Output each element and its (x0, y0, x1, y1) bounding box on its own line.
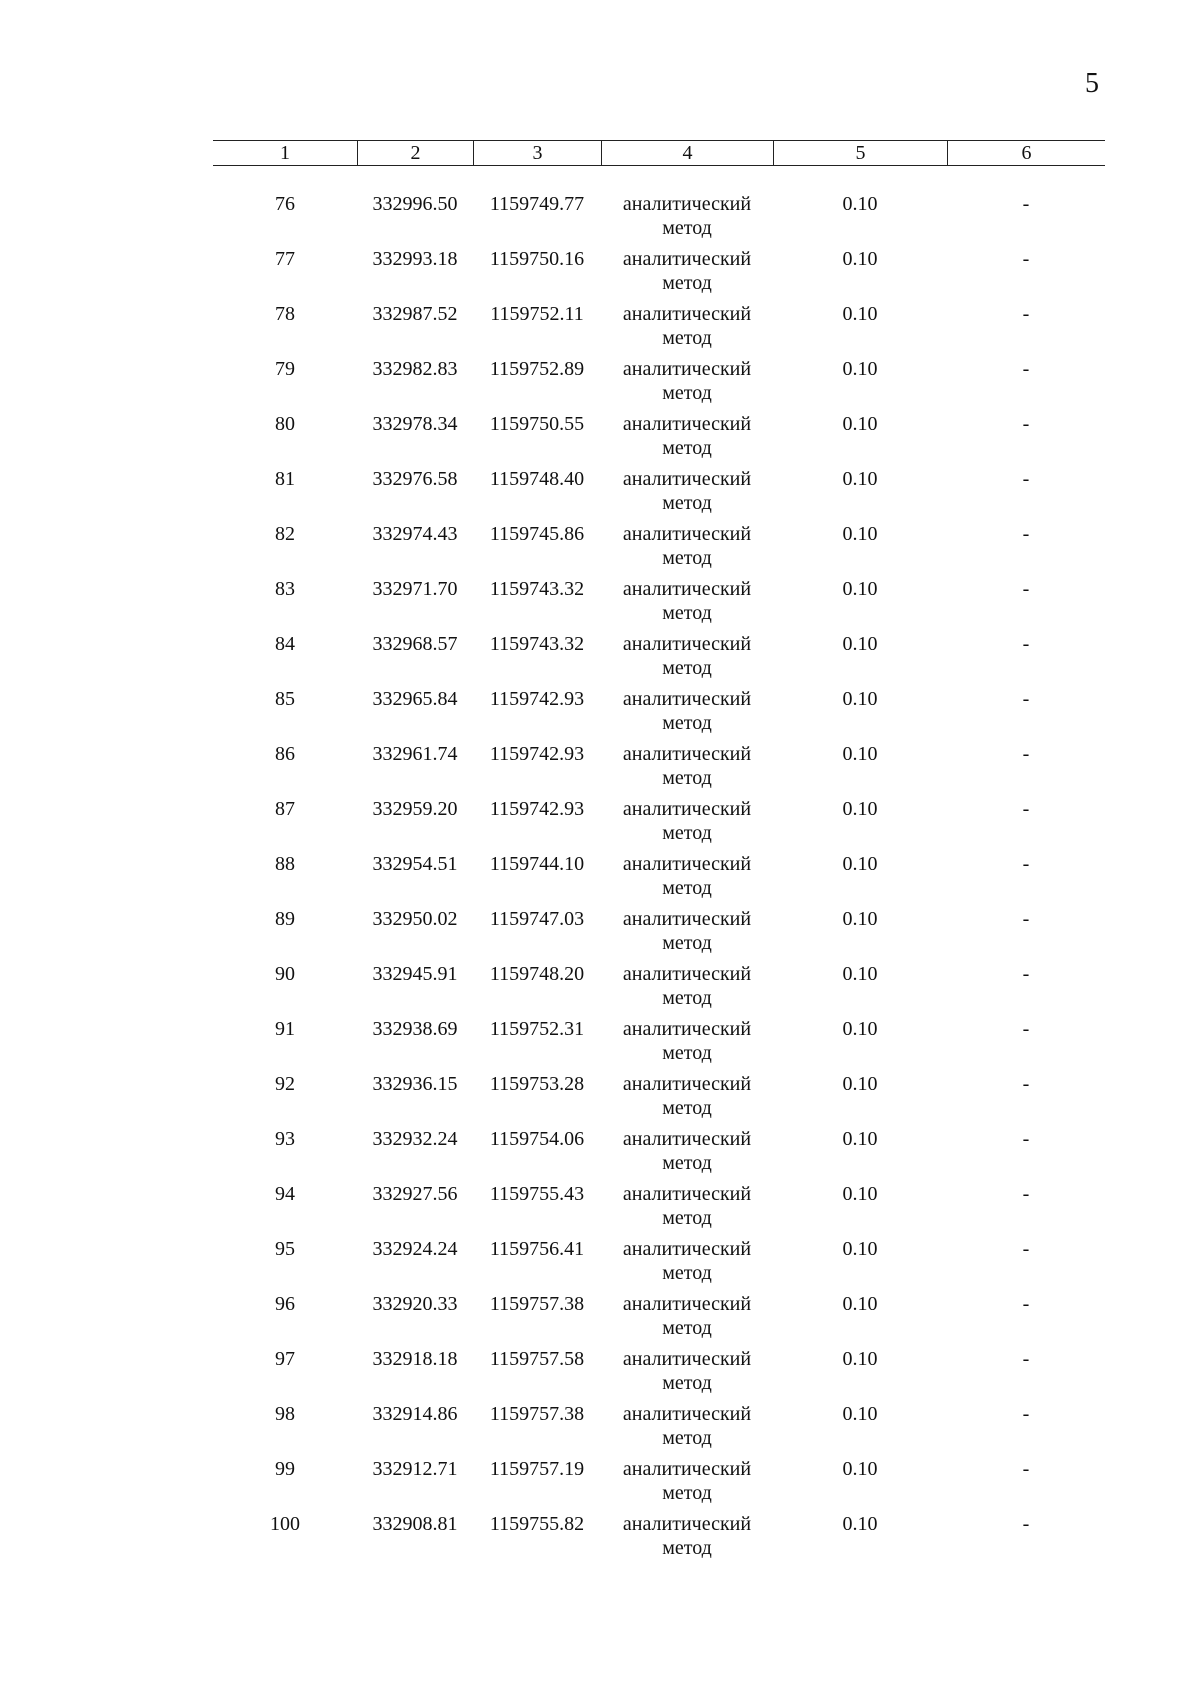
note-value: - (1022, 963, 1030, 985)
method-line-1: аналитический (622, 303, 752, 325)
accuracy-value: 0.10 (842, 743, 878, 765)
y-coordinate: 1159750.16 (489, 248, 585, 270)
x-coordinate: 332976.58 (372, 468, 458, 490)
x-coordinate: 332936.15 (372, 1073, 458, 1095)
method-line-1: аналитический (622, 1183, 752, 1205)
table-header (213, 140, 1105, 166)
method-line-1: аналитический (622, 798, 752, 820)
x-coordinate: 332968.57 (372, 633, 458, 655)
y-coordinate: 1159747.03 (489, 908, 585, 930)
note-value: - (1022, 468, 1030, 490)
note-value: - (1022, 1458, 1030, 1480)
table-row (213, 687, 1105, 742)
table-row (213, 1237, 1105, 1292)
method-cell (601, 632, 773, 687)
method-line-2: метод (662, 1097, 712, 1119)
method-cell (601, 907, 773, 962)
x-coordinate: 332918.18 (372, 1348, 458, 1370)
note-value: - (1022, 1513, 1030, 1535)
note-value: - (1022, 578, 1030, 600)
table-row (213, 1072, 1105, 1127)
method-cell (601, 962, 773, 1017)
method-line-2: метод (662, 877, 712, 899)
note-value: - (1022, 853, 1030, 875)
y-coordinate: 1159755.43 (489, 1183, 585, 1205)
column-header: 6 (947, 141, 1105, 165)
method-line-1: аналитический (622, 743, 752, 765)
accuracy-value: 0.10 (842, 193, 878, 215)
table-row (213, 1402, 1105, 1457)
y-coordinate: 1159742.93 (489, 798, 585, 820)
y-coordinate: 1159750.55 (489, 413, 585, 435)
method-line-2: метод (662, 1317, 712, 1339)
method-line-1: аналитический (622, 1238, 752, 1260)
table-row (213, 907, 1105, 962)
table-row (213, 742, 1105, 797)
x-coordinate: 332927.56 (372, 1183, 458, 1205)
accuracy-value: 0.10 (842, 798, 878, 820)
table-row (213, 797, 1105, 852)
table-row (213, 412, 1105, 467)
method-line-1: аналитический (622, 1403, 752, 1425)
x-coordinate: 332945.91 (372, 963, 458, 985)
accuracy-value: 0.10 (842, 1073, 878, 1095)
y-coordinate: 1159754.06 (489, 1128, 585, 1150)
x-coordinate: 332932.24 (372, 1128, 458, 1150)
point-number: 96 (275, 1293, 295, 1315)
method-line-2: метод (662, 1207, 712, 1229)
note-value: - (1022, 908, 1030, 930)
method-cell (601, 1072, 773, 1127)
method-cell (601, 522, 773, 577)
table-row (213, 852, 1105, 907)
method-line-1: аналитический (622, 468, 752, 490)
column-header: 2 (357, 141, 473, 165)
method-line-1: аналитический (622, 908, 752, 930)
method-cell (601, 1182, 773, 1237)
y-coordinate: 1159742.93 (489, 688, 585, 710)
method-cell (601, 852, 773, 907)
note-value: - (1022, 633, 1030, 655)
y-coordinate: 1159748.20 (489, 963, 585, 985)
accuracy-value: 0.10 (842, 1293, 878, 1315)
method-cell (601, 1512, 773, 1567)
note-value: - (1022, 688, 1030, 710)
y-coordinate: 1159742.93 (489, 743, 585, 765)
table-body (213, 192, 1105, 1567)
method-line-1: аналитический (622, 413, 752, 435)
x-coordinate: 332965.84 (372, 688, 458, 710)
point-number: 84 (275, 633, 295, 655)
x-coordinate: 332908.81 (372, 1513, 458, 1535)
method-line-1: аналитический (622, 1458, 752, 1480)
point-number: 93 (275, 1128, 295, 1150)
method-line-2: метод (662, 547, 712, 569)
table-row (213, 357, 1105, 412)
table-row (213, 1347, 1105, 1402)
x-coordinate: 332971.70 (372, 578, 458, 600)
method-cell (601, 687, 773, 742)
note-value: - (1022, 1348, 1030, 1370)
method-line-1: аналитический (622, 853, 752, 875)
point-number: 83 (275, 578, 295, 600)
accuracy-value: 0.10 (842, 523, 878, 545)
method-line-1: аналитический (622, 248, 752, 270)
x-coordinate: 332912.71 (372, 1458, 458, 1480)
method-line-2: метод (662, 822, 712, 844)
note-value: - (1022, 1293, 1030, 1315)
accuracy-value: 0.10 (842, 1128, 878, 1150)
y-coordinate: 1159752.11 (490, 303, 584, 325)
method-line-2: метод (662, 712, 712, 734)
note-value: - (1022, 1183, 1030, 1205)
note-value: - (1022, 798, 1030, 820)
table-row (213, 247, 1105, 302)
y-coordinate: 1159744.10 (489, 853, 585, 875)
y-coordinate: 1159748.40 (489, 468, 585, 490)
method-line-2: метод (662, 382, 712, 404)
accuracy-value: 0.10 (842, 853, 878, 875)
point-number: 86 (275, 743, 295, 765)
point-number: 91 (275, 1018, 295, 1040)
y-coordinate: 1159749.77 (489, 193, 585, 215)
point-number: 81 (275, 468, 295, 490)
method-cell (601, 467, 773, 522)
method-line-1: аналитический (622, 578, 752, 600)
method-line-2: метод (662, 327, 712, 349)
point-number: 80 (275, 413, 295, 435)
method-line-2: метод (662, 1152, 712, 1174)
x-coordinate: 332987.52 (372, 303, 458, 325)
accuracy-value: 0.10 (842, 468, 878, 490)
note-value: - (1022, 248, 1030, 270)
method-line-1: аналитический (622, 688, 752, 710)
table-row (213, 632, 1105, 687)
y-coordinate: 1159752.89 (489, 358, 585, 380)
method-line-1: аналитический (622, 963, 752, 985)
method-line-2: метод (662, 932, 712, 954)
note-value: - (1022, 193, 1030, 215)
accuracy-value: 0.10 (842, 963, 878, 985)
method-cell (601, 302, 773, 357)
column-header: 1 (280, 142, 290, 164)
point-number: 89 (275, 908, 295, 930)
point-number: 77 (275, 248, 295, 270)
method-line-2: метод (662, 1482, 712, 1504)
method-line-2: метод (662, 987, 712, 1009)
method-line-1: аналитический (622, 1348, 752, 1370)
y-coordinate: 1159755.82 (489, 1513, 585, 1535)
y-coordinate: 1159745.86 (489, 523, 585, 545)
x-coordinate: 332993.18 (372, 248, 458, 270)
page-number: 5 (1085, 68, 1099, 99)
method-cell (601, 577, 773, 632)
accuracy-value: 0.10 (842, 578, 878, 600)
note-value: - (1022, 1128, 1030, 1150)
method-cell (601, 192, 773, 247)
accuracy-value: 0.10 (842, 1183, 878, 1205)
method-line-2: метод (662, 602, 712, 624)
point-number: 76 (275, 193, 295, 215)
note-value: - (1022, 743, 1030, 765)
method-cell (601, 412, 773, 467)
accuracy-value: 0.10 (842, 1348, 878, 1370)
method-cell (601, 1127, 773, 1182)
point-number: 95 (275, 1238, 295, 1260)
column-header: 5 (773, 141, 947, 165)
x-coordinate: 332978.34 (372, 413, 458, 435)
note-value: - (1022, 1073, 1030, 1095)
method-cell (601, 247, 773, 302)
y-coordinate: 1159756.41 (489, 1238, 585, 1260)
point-number: 97 (275, 1348, 295, 1370)
note-value: - (1022, 1238, 1030, 1260)
method-line-2: метод (662, 492, 712, 514)
method-line-1: аналитический (622, 1073, 752, 1095)
point-number: 88 (275, 853, 295, 875)
x-coordinate: 332914.86 (372, 1403, 458, 1425)
note-value: - (1022, 1018, 1030, 1040)
point-number: 79 (275, 358, 295, 380)
table-row (213, 302, 1105, 357)
y-coordinate: 1159743.32 (489, 578, 585, 600)
accuracy-value: 0.10 (842, 1458, 878, 1480)
method-line-1: аналитический (622, 1293, 752, 1315)
method-line-1: аналитический (622, 358, 752, 380)
method-line-1: аналитический (622, 1513, 752, 1535)
table-row (213, 1017, 1105, 1072)
y-coordinate: 1159757.38 (489, 1293, 585, 1315)
point-number: 90 (275, 963, 295, 985)
method-line-1: аналитический (622, 523, 752, 545)
note-value: - (1022, 523, 1030, 545)
method-cell (601, 1457, 773, 1512)
table-row (213, 577, 1105, 632)
point-number: 98 (275, 1403, 295, 1425)
accuracy-value: 0.10 (842, 1018, 878, 1040)
note-value: - (1022, 1403, 1030, 1425)
accuracy-value: 0.10 (842, 1513, 878, 1535)
x-coordinate: 332974.43 (372, 523, 458, 545)
point-number: 92 (275, 1073, 295, 1095)
method-line-2: метод (662, 657, 712, 679)
y-coordinate: 1159757.19 (489, 1458, 585, 1480)
y-coordinate: 1159753.28 (489, 1073, 585, 1095)
method-line-2: метод (662, 1262, 712, 1284)
method-line-2: метод (662, 767, 712, 789)
method-line-2: метод (662, 1427, 712, 1449)
method-line-2: метод (662, 272, 712, 294)
table-row (213, 522, 1105, 577)
point-number: 85 (275, 688, 295, 710)
method-line-2: метод (662, 1042, 712, 1064)
x-coordinate: 332996.50 (372, 193, 458, 215)
table-row (213, 1457, 1105, 1512)
table-row (213, 962, 1105, 1017)
column-header: 3 (473, 141, 601, 165)
table-row (213, 467, 1105, 522)
method-cell (601, 742, 773, 797)
method-cell (601, 797, 773, 852)
point-number: 100 (270, 1513, 300, 1535)
accuracy-value: 0.10 (842, 413, 878, 435)
method-line-1: аналитический (622, 1018, 752, 1040)
note-value: - (1022, 413, 1030, 435)
table-row (213, 1512, 1105, 1567)
point-number: 99 (275, 1458, 295, 1480)
accuracy-value: 0.10 (842, 303, 878, 325)
accuracy-value: 0.10 (842, 1238, 878, 1260)
method-line-1: аналитический (622, 1128, 752, 1150)
accuracy-value: 0.10 (842, 358, 878, 380)
method-cell (601, 1347, 773, 1402)
method-line-2: метод (662, 437, 712, 459)
method-line-2: метод (662, 1372, 712, 1394)
x-coordinate: 332961.74 (372, 743, 458, 765)
x-coordinate: 332959.20 (372, 798, 458, 820)
table-row (213, 1127, 1105, 1182)
method-line-2: метод (662, 217, 712, 239)
method-line-2: метод (662, 1537, 712, 1559)
y-coordinate: 1159757.38 (489, 1403, 585, 1425)
table-row (213, 1292, 1105, 1347)
note-value: - (1022, 303, 1030, 325)
y-coordinate: 1159757.58 (489, 1348, 585, 1370)
point-number: 94 (275, 1183, 295, 1205)
method-cell (601, 357, 773, 412)
method-cell (601, 1017, 773, 1072)
y-coordinate: 1159752.31 (489, 1018, 585, 1040)
y-coordinate: 1159743.32 (489, 633, 585, 655)
point-number: 82 (275, 523, 295, 545)
point-number: 78 (275, 303, 295, 325)
accuracy-value: 0.10 (842, 248, 878, 270)
x-coordinate: 332924.24 (372, 1238, 458, 1260)
accuracy-value: 0.10 (842, 908, 878, 930)
method-cell (601, 1237, 773, 1292)
method-line-1: аналитический (622, 193, 752, 215)
x-coordinate: 332982.83 (372, 358, 458, 380)
method-cell (601, 1292, 773, 1347)
note-value: - (1022, 358, 1030, 380)
method-line-1: аналитический (622, 633, 752, 655)
x-coordinate: 332938.69 (372, 1018, 458, 1040)
column-header: 4 (601, 141, 773, 165)
x-coordinate: 332950.02 (372, 908, 458, 930)
table-row (213, 1182, 1105, 1237)
method-cell (601, 1402, 773, 1457)
accuracy-value: 0.10 (842, 688, 878, 710)
accuracy-value: 0.10 (842, 633, 878, 655)
x-coordinate: 332920.33 (372, 1293, 458, 1315)
accuracy-value: 0.10 (842, 1403, 878, 1425)
x-coordinate: 332954.51 (372, 853, 458, 875)
table-row (213, 192, 1105, 247)
point-number: 87 (275, 798, 295, 820)
